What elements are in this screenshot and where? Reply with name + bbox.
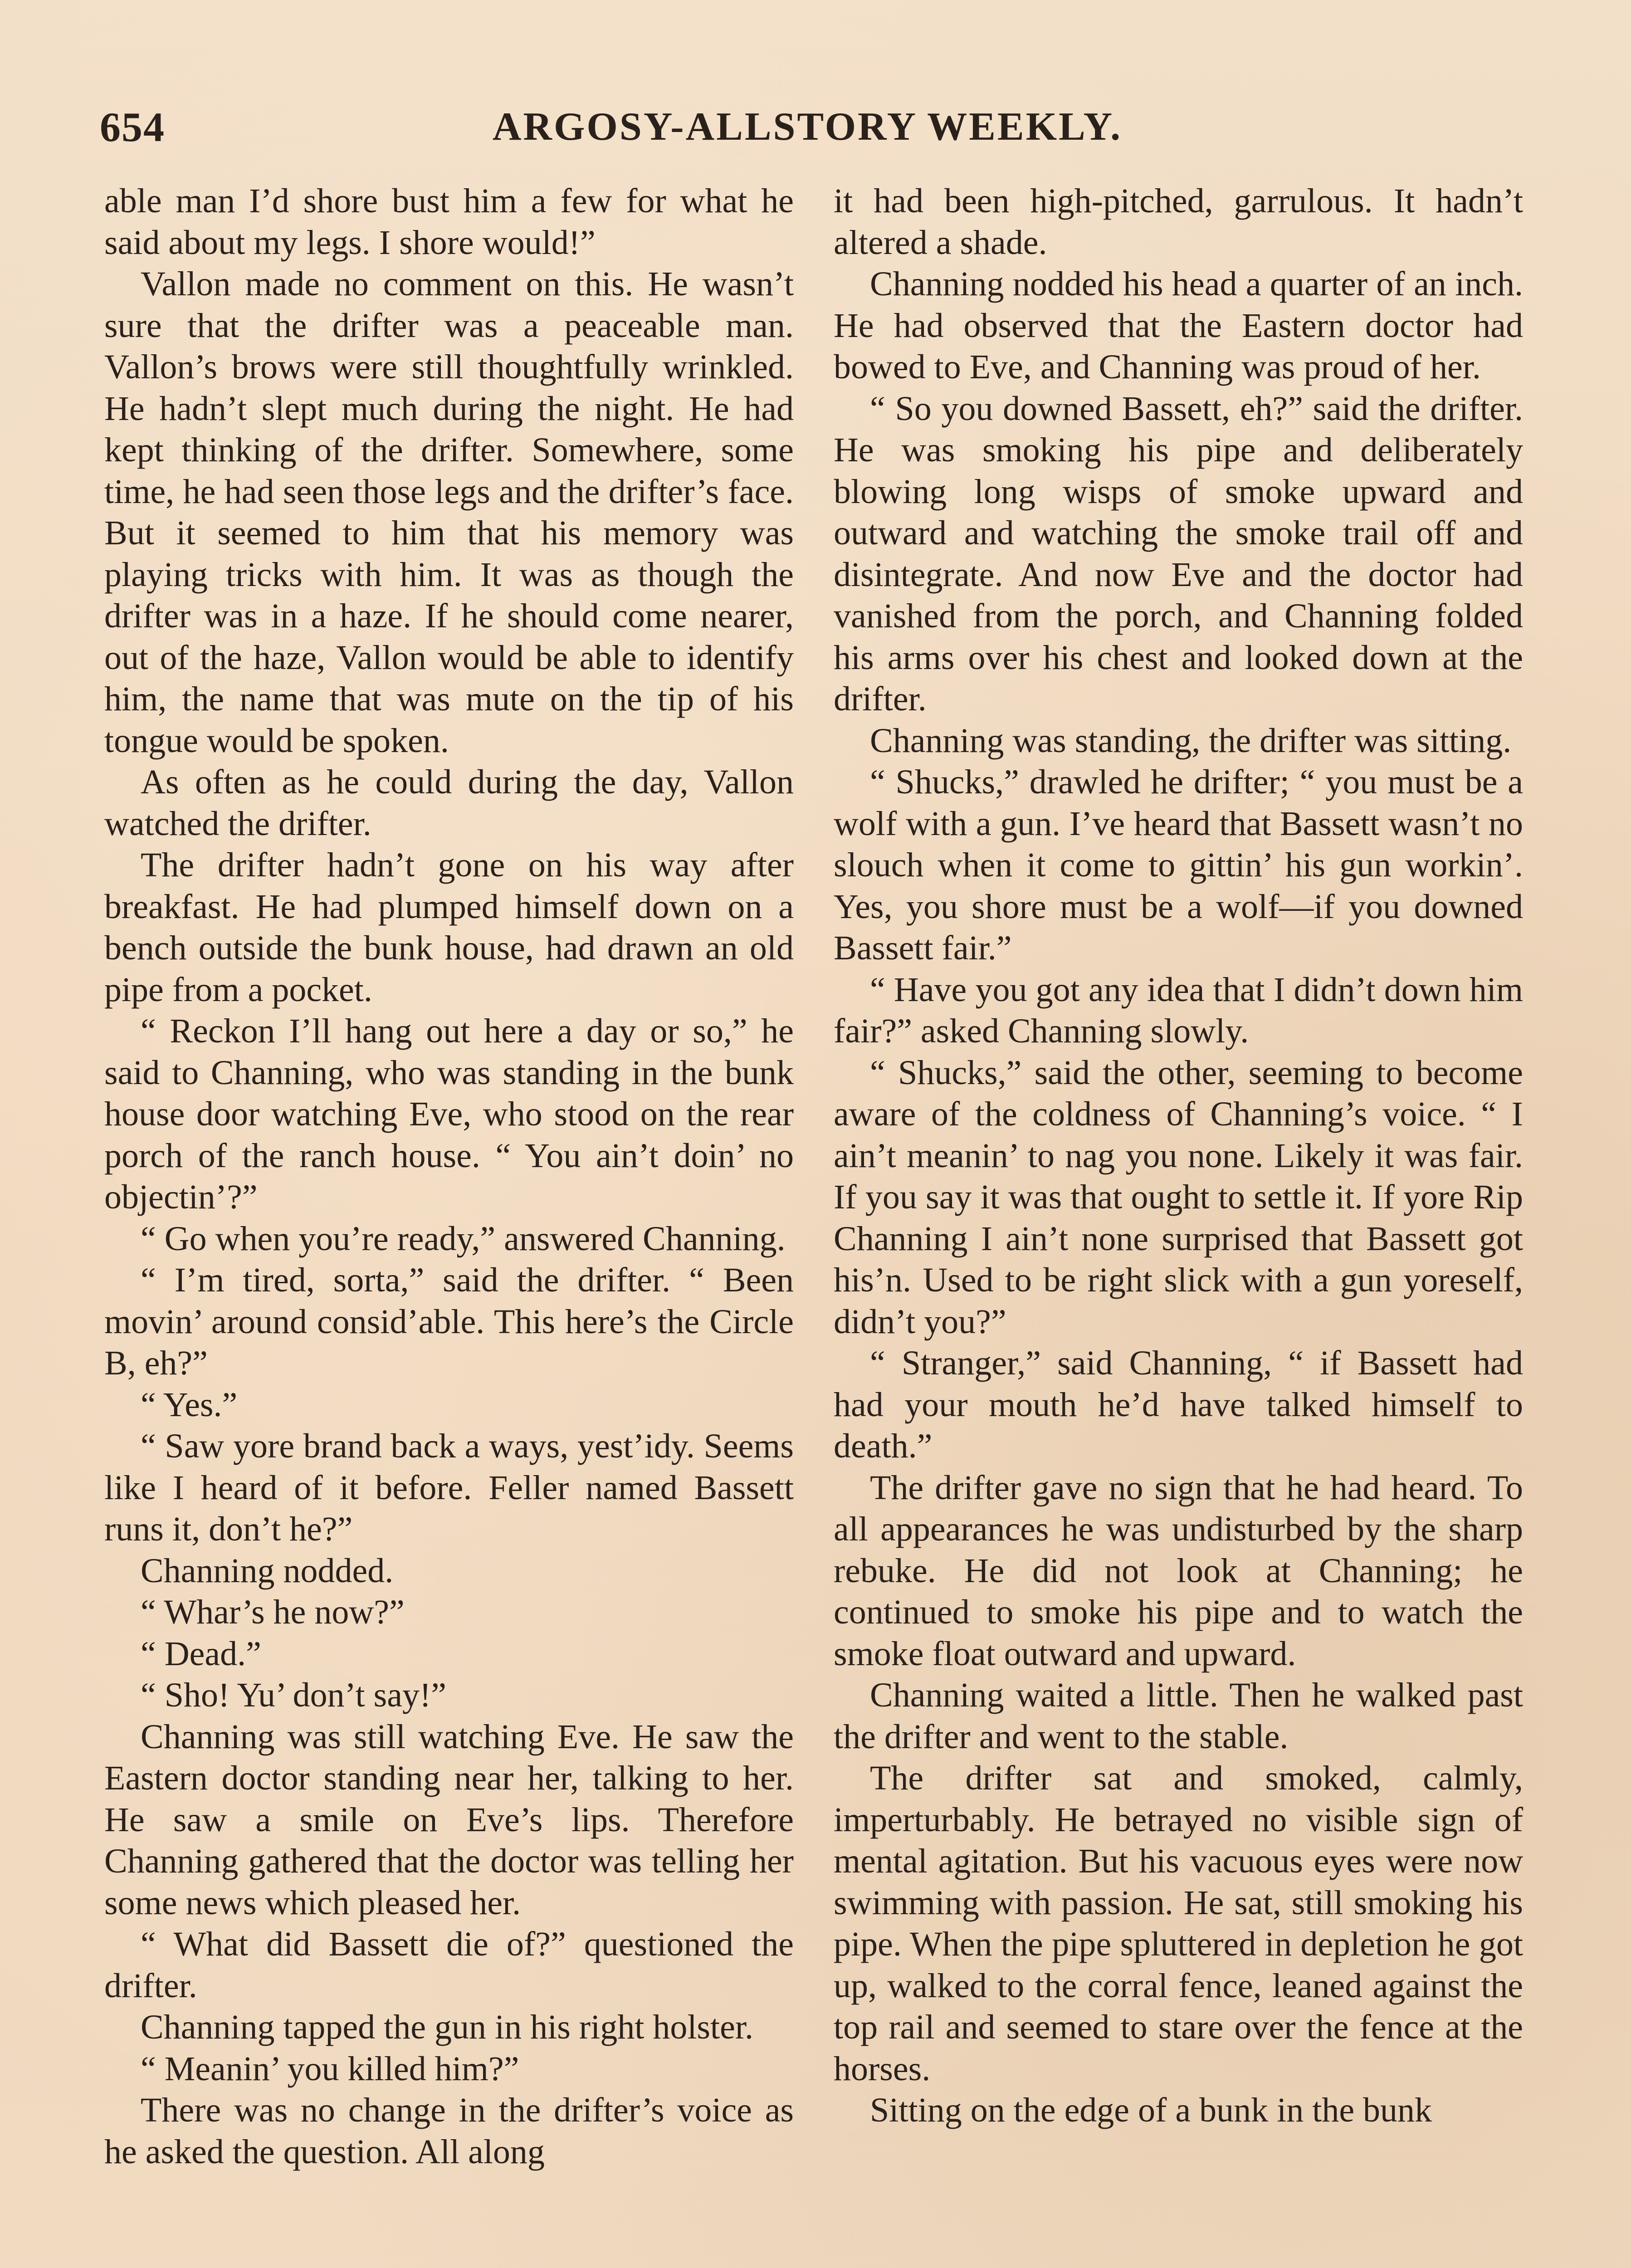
paragraph: “ Yes.” — [141, 1385, 238, 1424]
paragraph: “ What did Bassett die of?” questioned the drifter. — [104, 1925, 794, 2005]
right-column — [834, 181, 1523, 2131]
paragraph: “ Shucks,” drawled he drifter; “ you must be a wolf with a gun. I’ve heard that Bassett wasn’t no slouch when it come to gittin’ his gun workin’. Yes, you shore must be a wolf—if you downed Bassett fair.” — [834, 763, 1523, 967]
paragraph: “ Saw yore brand back a ways, yest’idy. Seems like I heard of it before. Feller named Bassett runs it, don’t he?” — [104, 1427, 794, 1548]
paragraph: “ Whar’s he now?” — [141, 1593, 405, 1631]
paragraph: Channing waited a little. Then he walked past the drifter and went to the stable. — [834, 1676, 1523, 1756]
paragraph: Sitting on the edge of a bunk in the bunk — [870, 2091, 1432, 2129]
paragraph: The drifter hadn’t gone on his way after breakfast. He had plumped himself down on a bench outside the bunk house, had drawn an old pipe from a pocket. — [104, 846, 794, 1009]
paragraph: able man I’d shore bust him a few for what he said about my legs. I shore would!” — [104, 182, 794, 262]
paragraph: “ Stranger,” said Channing, “ if Bassett had had your mouth he’d have talked himself to death.” — [834, 1344, 1523, 1465]
paragraph: “ Shucks,” said the other, seeming to become aware of the coldness of Channing’s voice. “ I ain’t meanin’ to nag you none. Likely it was fair. If you say it was that ought to settle it. If yore Rip Channing I ain’t none surprised that Bassett got his’n. Used to be right slick with a gun yoreself, didn’t you?” — [834, 1053, 1523, 1341]
paragraph: Channing nodded his head a quarter of an inch. He had observed that the Eastern doctor had bowed to Eve, and Channing was proud of her. — [834, 265, 1523, 386]
paragraph: “ Dead.” — [141, 1634, 261, 1673]
paragraph: “ Reckon I’ll hang out here a day or so,” he said to Channing, who was standing in the bunk house door watching Eve, who stood on the rear porch of the ranch house. “ You ain’t doin’ no objectin’?” — [104, 1012, 794, 1216]
paragraph: Channing tapped the gun in his right holster. — [141, 2008, 753, 2046]
paragraph: There was no change in the drifter’s voice as he asked the question. All along — [104, 2091, 794, 2171]
paragraph: Channing was still watching Eve. He saw the Eastern doctor standing near her, talking to her. He saw a smile on Eve’s lips. Therefore Channing gathered that the doctor was telling her some news which pleased her. — [104, 1717, 794, 1922]
paragraph: The drifter gave no sign that he had heard. To all appearances he was undisturbed by the sharp rebuke. He did not look at Channing; he continued to smoke his pipe and to watch the smoke float outward and upward. — [834, 1468, 1523, 1673]
paragraph: Channing nodded. — [141, 1551, 394, 1590]
paragraph: “ Sho! Yu’ don’t say!” — [141, 1676, 447, 1714]
paragraph: “ So you downed Bassett, eh?” said the drifter. He was smoking his pipe and deliberately blowing long wisps of smoke upward and outward and watching the smoke trail off and disintegrate. And now Eve and the doctor had vanished from the porch, and Channing folded his arms over his chest and looked down at the drifter. — [834, 389, 1523, 718]
page-number: 654 — [100, 104, 165, 150]
paragraph: “ I’m tired, sorta,” said the drifter. “ Been movin’ around consid’able. This here’s the Circle B, eh?” — [104, 1261, 794, 1382]
paragraph: it had been high-pitched, garrulous. It hadn’t altered a shade. — [834, 182, 1523, 262]
page-header — [100, 95, 1515, 159]
paragraph: “ Go when you’re ready,” answered Channing. — [141, 1219, 786, 1258]
paragraph: Vallon made no comment on this. He wasn’t sure that the drifter was a peaceable man. Vallon’s brows were still thoughtfully wrinkled. He hadn’t slept much during the night. He had kept thinking of the drifter. Somewhere, some time, he had seen those legs and the drifter’s face. But it seemed to him that his memory was playing tricks with him. It was as though the drifter was in a haze. If he should come nearer, out of the haze, Vallon would be able to identify him, the name that was mute on the tip of his tongue would be spoken. — [104, 265, 794, 760]
paragraph: The drifter sat and smoked, calmly, imperturbably. He betrayed no visible sign of mental agitation. But his vacuous eyes were now swimming with passion. He sat, still smoking his pipe. When the pipe spluttered in depletion he got up, walked to the corral fence, leaned against the top rail and seemed to stare over the fence at the horses. — [834, 1759, 1523, 2088]
paragraph: As often as he could during the day, Vallon watched the drifter. — [104, 763, 794, 843]
left-column — [104, 181, 794, 2173]
paragraph: Channing was standing, the drifter was sitting. — [870, 721, 1512, 760]
paragraph: “ Have you got any idea that I didn’t down him fair?” asked Channing slowly. — [834, 970, 1523, 1050]
running-title: ARGOSY-ALLSTORY WEEKLY. — [492, 105, 1123, 149]
paragraph: “ Meanin’ you killed him?” — [141, 2049, 519, 2088]
